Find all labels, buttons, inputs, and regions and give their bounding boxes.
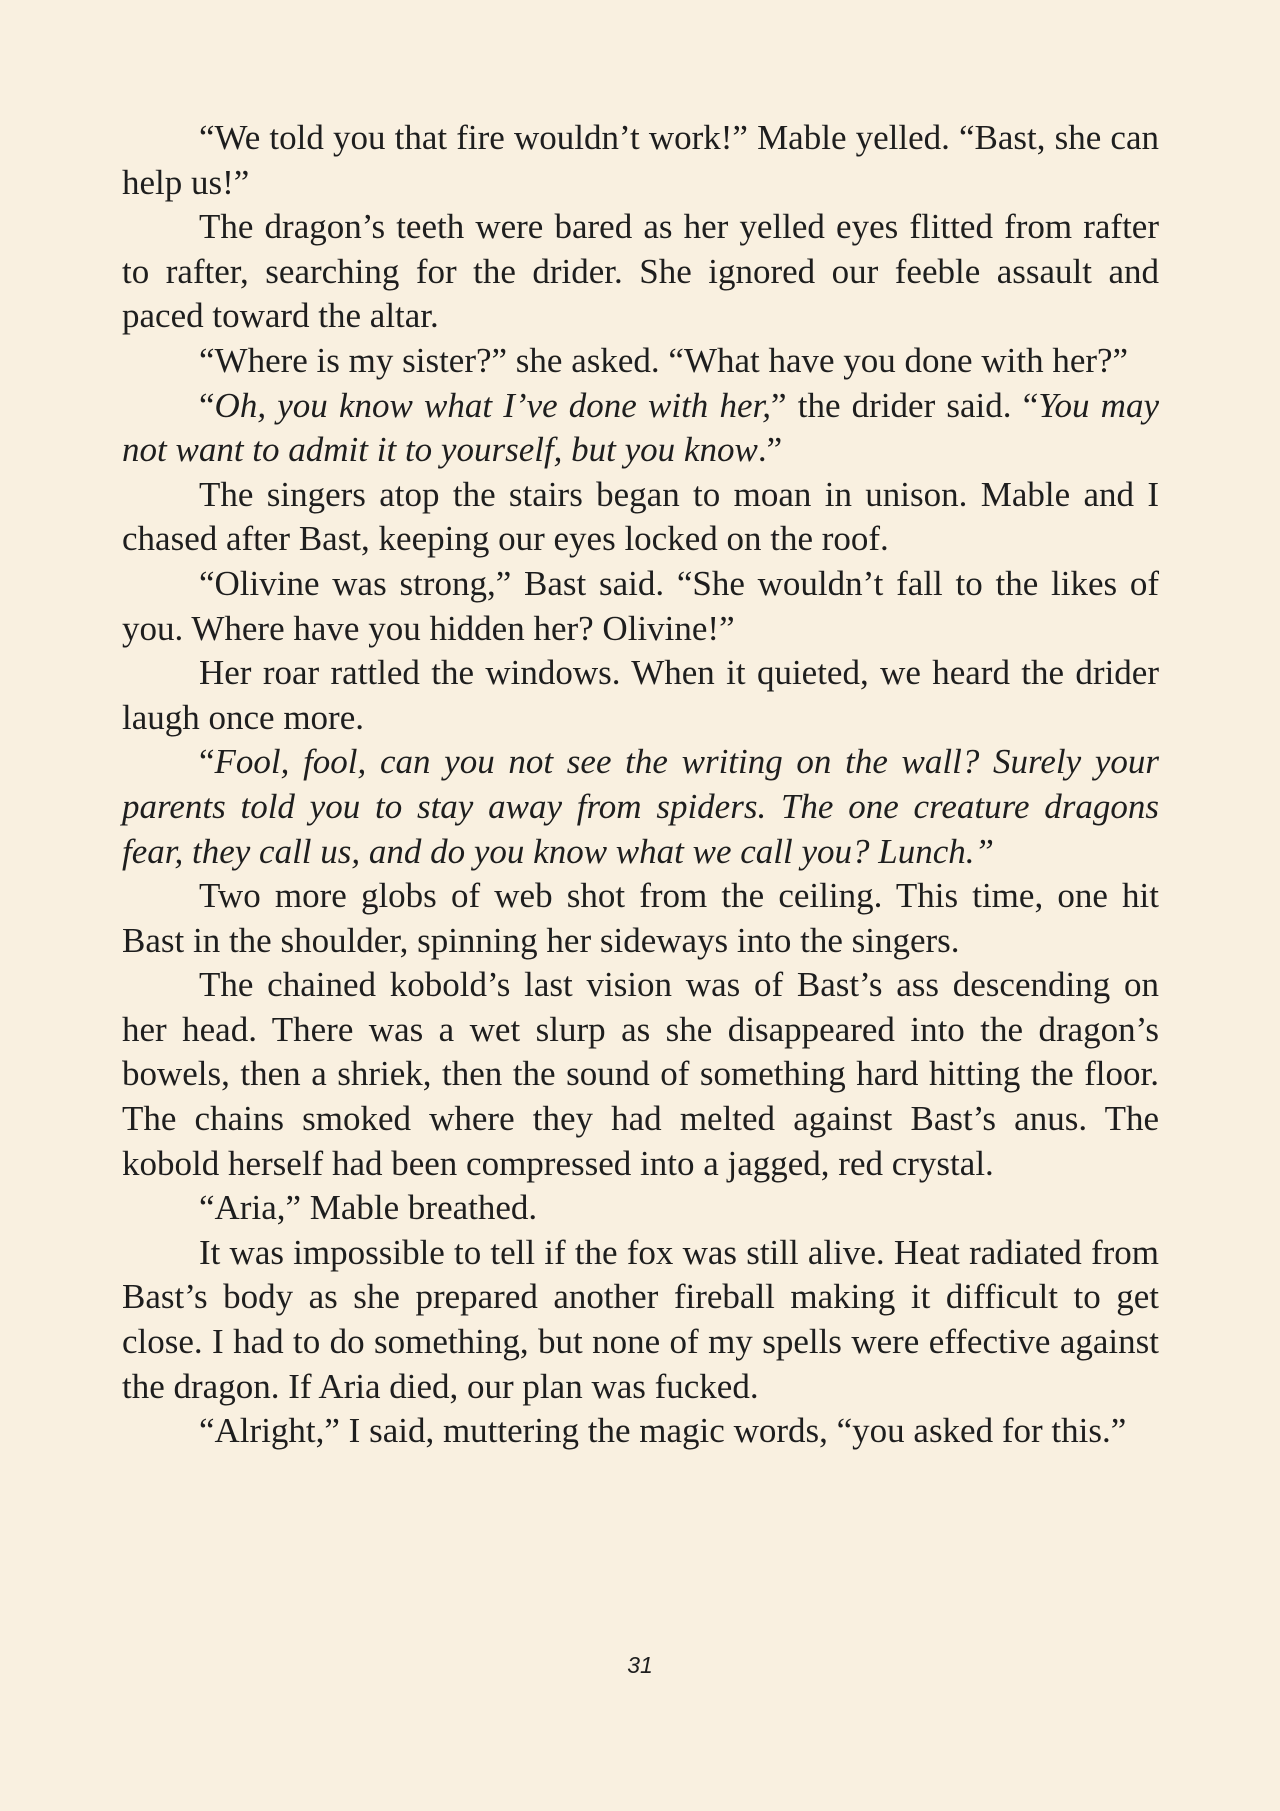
italic-text: You may not want to admit it to yourself, but you know [122, 385, 1159, 470]
text-run: “Aria,” Mable breathed. [199, 1188, 538, 1228]
paragraph [122, 473, 1159, 562]
text-run: “Olivine was strong,” Bast said. “She wouldn’t fall to the likes of you. Where have you hidden her? Olivine!” [122, 563, 1159, 648]
paragraph [122, 740, 1159, 874]
page-body [122, 116, 1159, 1454]
text-run: The chained kobold’s last vision was of Bast’s ass descending on her head. There was a wet slurp as she disappeared into the dragon’s bowels, then a shriek, then the sound of something hard hitting the floor. The chains smoked where they had melted against Bast’s anus. The kobold herself had been compressed into a jagged, red crystal. [122, 965, 1159, 1183]
paragraph [122, 874, 1159, 963]
paragraph [122, 116, 1159, 205]
italic-text: Fool, fool, can you not see the writing on the wall? Surely your parents told you to stay away from spiders. The one creature dragons fear, they call us, and do you know what we call you? Lunch.” [122, 742, 1159, 871]
paragraph [122, 1231, 1159, 1409]
italic-text: Oh, you know what I’ve done with her, [214, 385, 772, 425]
paragraph [122, 651, 1159, 740]
paragraph [122, 562, 1159, 651]
text-run: Two more globs of web shot from the ceiling. This time, one hit Bast in the shoulder, spinning her sideways into the singers. [122, 876, 1159, 960]
text-run: ” the drider said. “ [771, 385, 1039, 425]
paragraph [122, 384, 1159, 473]
text-run: “Alright,” I said, muttering the magic words, “you asked for this.” [199, 1411, 1127, 1451]
paragraph [122, 339, 1159, 384]
text-run: “Where is my sister?” she asked. “What have you done with her?” [199, 340, 1129, 380]
text-run: Her roar rattled the windows. When it quieted, we heard the drider laugh once more. [122, 653, 1159, 737]
paragraph [122, 1409, 1159, 1454]
text-run: It was impossible to tell if the fox was still alive. Heat radiated from Bast’s body as she prepared another fireball making it difficult to get close. I had to do something, but none of my spells were effective against the dragon. If Aria died, our plan was fucked. [122, 1232, 1159, 1406]
text-run: “ [199, 742, 215, 782]
text-run: The singers atop the stairs began to moan in unison. Mable and I chased after Bast, keeping our eyes locked on the roof. [122, 474, 1159, 559]
page-number: 31 [627, 1652, 653, 1678]
text-run: The dragon’s teeth were bared as her yelled eyes flitted from rafter to rafter, searching for the drider. She ignored our feeble assault and paced toward the altar. [122, 207, 1159, 336]
paragraph [122, 963, 1159, 1186]
text-run: .” [757, 430, 783, 470]
text-run: “ [199, 385, 215, 425]
paragraph [122, 205, 1159, 339]
text-run: “We told you that fire wouldn’t work!” Mable yelled. “Bast, she can help us!” [122, 118, 1159, 202]
paragraph [122, 1186, 1159, 1231]
